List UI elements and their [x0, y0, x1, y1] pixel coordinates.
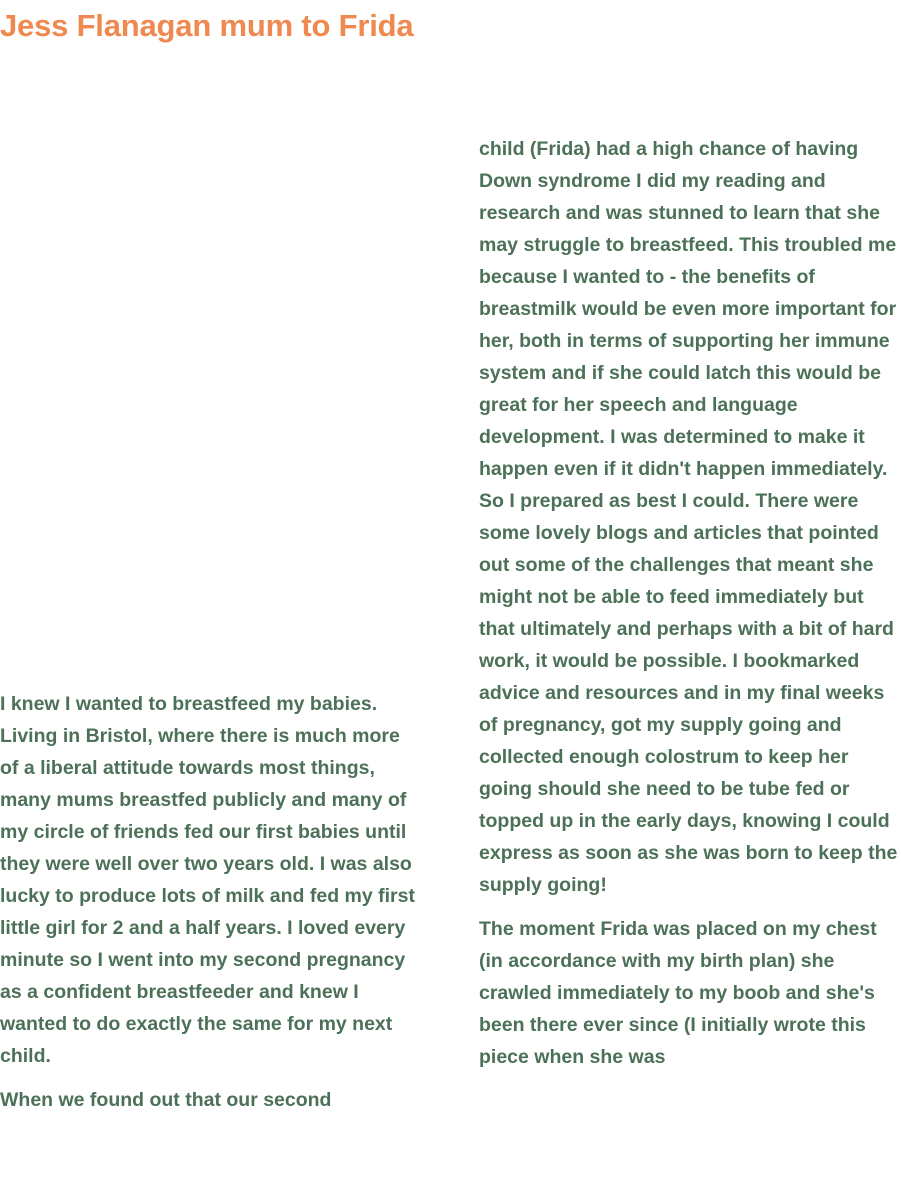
right-column	[479, 91, 901, 1193]
paragraph: I knew I wanted to breastfeed my babies. Living in Bristol, where there is much more of a liberal attitude towards most things, many mums breastfed publicly and many of my circle of friends fed our first babies until they were well over two years old. I was also lucky to produce lots of milk and fed my first little girl for 2 and a half years. I loved every minute so I went into my second pregnancy as a confident breastfeeder and knew I wanted to do exactly the same for my next child.	[0, 693, 415, 1067]
paragraph: child (Frida) had a high chance of having Down syndrome I did my reading and research and was stunned to learn that she may struggle to breastfeed. This troubled me because I wanted to - the benefits of breastmilk would be even more important for her, both in terms of supporting her immune system and if she could latch this would be great for her speech and language development. I was determined to make it happen even if it didn't happen immediately. So I prepared as best I could. There were some lovely blogs and articles that pointed out some of the challenges that meant she might not be able to feed immediately but that ultimately and perhaps with a bit of hard work, it would be possible. I bookmarked advice and resources and in my final weeks of pregnancy, got my supply going and collected enough colostrum to keep her going should she need to be tube fed or topped up in the early days, knowing I could express as soon as she was born to keep the supply going!	[479, 138, 898, 896]
paragraph: The moment Frida was placed on my chest (in accordance with my birth plan) she crawled immediately to my boob and she's been there ever since (I initially wrote this piece when she was	[479, 918, 877, 1068]
paragraph: When we found out that our second	[0, 1089, 332, 1111]
page-title: Jess Flanagan mum to Frida	[0, 8, 414, 43]
article-columns	[0, 91, 901, 1193]
portrait-photo	[0, 91, 422, 688]
left-column	[0, 91, 422, 1116]
